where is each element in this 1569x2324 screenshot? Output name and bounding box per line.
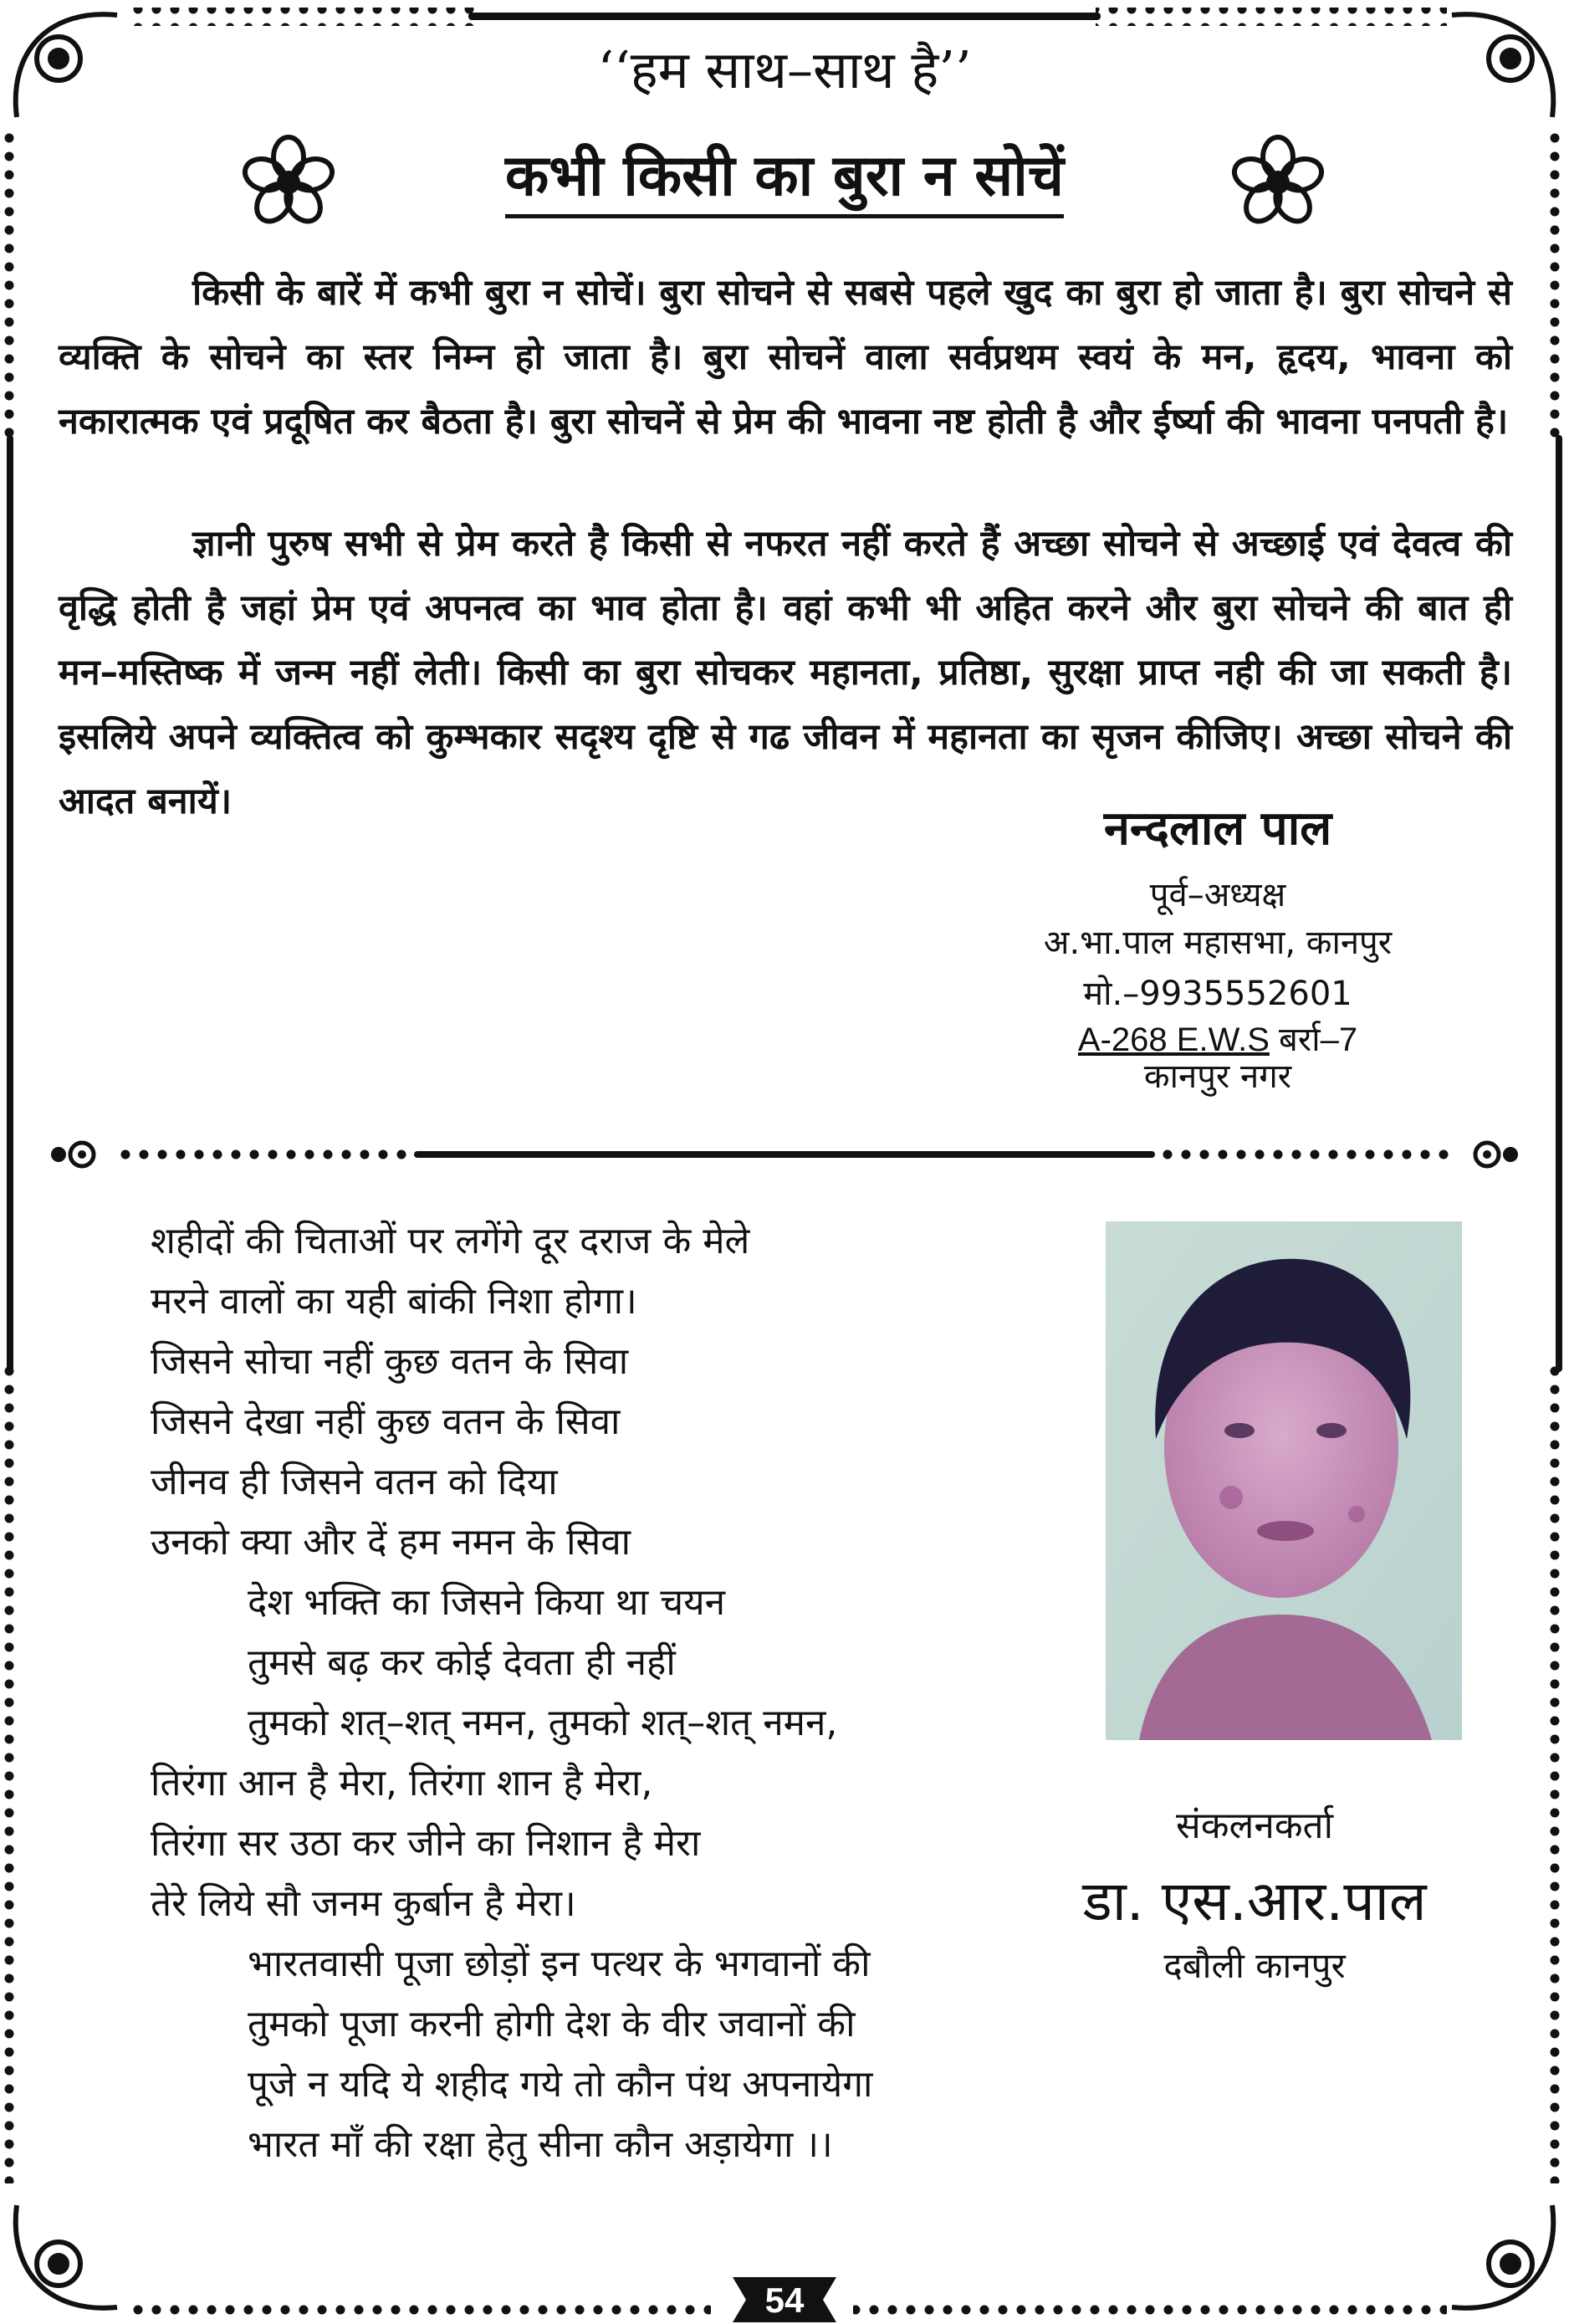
poem-line: जीनव ही जिसने वतन को दिया [151,1461,558,1503]
poem-line: तिरंगा सर उठा कर जीने का निशान है मेरा [151,1822,701,1865]
address-suffix: बर्रा–7 [1269,1021,1358,1058]
poem-line: पूजे न यदि ये शहीद गये तो कौन पंथ अपनायेगा [248,2063,873,2106]
poem-line: भारतवासी पूजा छोड़ों इन पत्थर के भगवानों की [248,1943,871,1985]
portrait-photo [1106,1221,1462,1740]
page-title [0,134,1569,212]
compiler-name: डा. एस.आर.पाल [1082,1869,1427,1933]
address-prefix: A-268 E.W.S [1077,1021,1270,1058]
flower-ornament-icon [1228,132,1328,233]
section-divider [42,1138,1527,1171]
author-designation: पूर्व–अध्यक्ष [1149,876,1286,914]
poem-line: भारत माँ की रक्षा हेतु सीना कौन अड़ायेगा ।। [248,2123,833,2166]
article-paragraph-2: ज्ञानी पुरुष सभी से प्रेम करते है किसी से नफरत नहीं करते हैं अच्छा सोचने से अच्छाई एवं देवत्व की वृद्धि होती है जहां प्रेम एवं अपनत्व का भाव होता है। वहां कभी भी अहित करने और बुरा सोचने की बात ही मन–मस्तिष्क में जन्म नहीं लेती। किसी का बुरा सोचकर महानता, प्रतिष्ठा, सुरक्षा प्राप्त नही की जा सकती है। इसलिये अपने व्यक्तित्व को कुम्भकार सदृश्य दृष्टि से गढ जीवन में महानता का सृजन कीजिए। अच्छा सोचने की आदत बनायें। [59,523,1512,822]
poem-line: तुमसे बढ़ कर कोई देवता ही नहीं [248,1641,676,1684]
page-subtitle: ‘‘हम साथ–साथ है’’ [597,39,972,100]
author-name: नन्दलाल पाल [1103,801,1332,856]
poem-line: देश भक्ति का जिसने किया था चयन [248,1581,726,1624]
poem-line: मरने वालों का यही बांकी निशा होगा। [151,1280,637,1323]
author-organization: अ.भा.पाल महासभा, कानपुर [1043,924,1393,962]
compiler-place: दबौली कानपुर [1163,1945,1346,1986]
page-number: 54 [764,2280,805,2320]
poem-line: उनको क्या और दें हम नमन के सिवा [151,1521,631,1564]
poem-line: शहीदों की चिताओं पर लगेंगे दूर दराज के मेले [151,1220,750,1262]
title-text: कभी किसी का बुरा न सोचें [505,142,1064,218]
author-mobile: मो.–9935552601 [1083,975,1352,1013]
poem [151,1211,872,2175]
article-paragraph-1: किसी के बारें में कभी बुरा न सोचें। बुरा सोचने से सबसे पहले खुद का बुरा हो जाता है। बुरा सोचने से व्यक्ति के सोचने का स्तर निम्न हो जाता है। बुरा सोचनें वाला सर्वप्रथम स्वयं के मन, हृदय, भावना को नकारात्मक एवं प्रदूषित कर बैठता है। बुरा सोचनें से प्रेम की भावना नष्ट होती है और ईर्ष्या की भावना पनपती है। [59,272,1512,443]
poem-line: तेरे लिये सौ जनम कुर्बान है मेरा। [151,1882,576,1925]
poem-line: जिसने देखा नहीं कुछ वतन के सिवा [151,1400,621,1443]
poem-line: तुमको पूजा करनी होगी देश के वीर जवानों की [248,2003,856,2045]
poem-line: तिरंगा आन है मेरा, तिरंगा शान है मेरा, [151,1762,653,1804]
poem-line: जिसने सोचा नहीं कुछ वतन के सिवा [151,1340,629,1383]
author-city: कानपुर नगर [1143,1057,1292,1096]
poem-line: तुमको शत्–शत् नमन, तुमको शत्–शत् नमन, [248,1702,838,1744]
compiler-label: संकलनकर्ता [1175,1804,1334,1847]
